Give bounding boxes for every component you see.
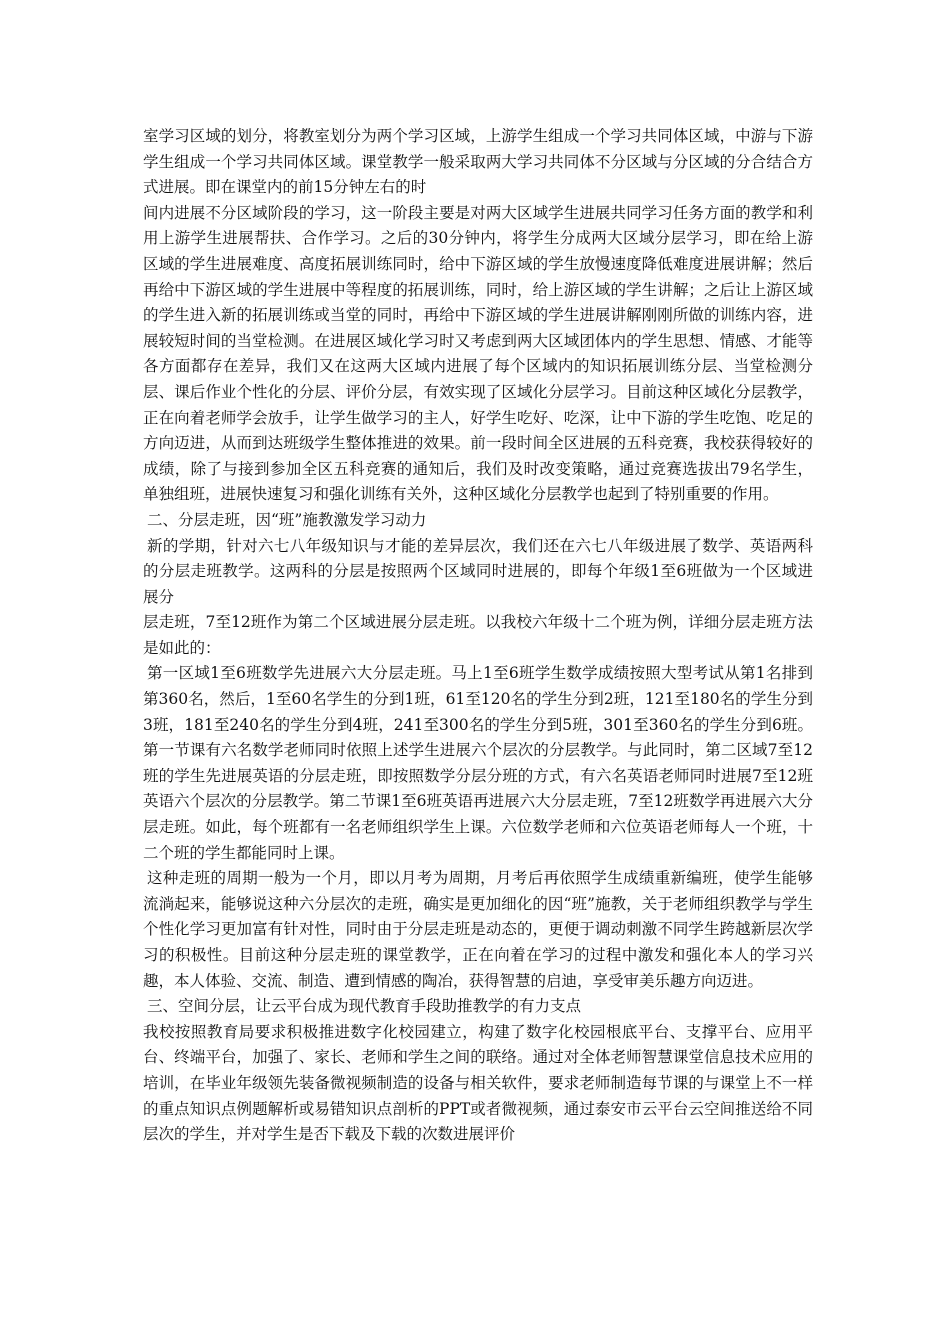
paragraph-4: 层走班，7至12班作为第二个区域进展分层走班。以我校六年级十二个班为例，详细分层走班方法是如此的： (143, 613, 813, 657)
paragraph-7: 我校按照教育局要求积极推进数字化校园建立，构建了数字化校园根底平台、支撑平台、应用平台、终端平台，加强了、家长、老师和学生之间的联络。通过对全体老师智慧课堂信息技术应用的培训，在毕业年级领先装备微视频制造的设备与相关软件，要求老师制造每节课的与课堂上不一样的重点知识点例题解析或易错知识点剖析的PPT或者微视频，通过泰安市云平台云空间推送给不同层次的学生，并对学生是否下载及下载的次数进展评价 (143, 1022, 813, 1144)
section-heading-3: 三、空间分层，让云平台成为现代教育手段助推教学的有力支点 (147, 997, 582, 1016)
section-heading-2: 二、分层走班，因“班”施教激发学习动力 (147, 510, 427, 529)
paragraph-5: 第一区域1至6班数学先进展六大分层走班。马上1至6班学生数学成绩按照大型考试从第1名排到第360名，然后，1至60名学生的分到1班，61至120名的学生分到2班，121至180名的学生分到3班，181至240名的学生分到4班，241至300名的学生分到5班，301至360名的学生分到6班。第一节课有六名数学老师同时依照上述学生进展六个层次的分层教学。与此同时，第二区域7至12班的学生先进展英语的分层走班，即按照数学分层分班的方式，有六名英语老师同时进展7至12班英语六个层次的分层教学。第二节课1至6班英语再进展六大分层走班，7至12班数学再进展六大分层走班。如此，每个班都有一名老师组织学生上课。六位数学老师和六位英语老师每人一个班，十二个班的学生都能同时上课。 (143, 664, 813, 862)
paragraph-6: 这种走班的周期一般为一个月，即以月考为周期，月考后再依照学生成绩重新编班，使学生能够流淌起来，能够说这种六分层次的走班，确实是更加细化的因“班”施教，关于老师组织教学与学生个性化学习更加富有针对性，同时由于分层走班是动态的，更便于调动刺激不同学生跨越新层次学习的积极性。目前这种分层走班的课堂教学，正在向着在学习的过程中激发和强化本人的学习兴趣，本人体验、交流、制造、遭到情感的陶冶，获得智慧的启迪，享受审美乐趣方向迈进。 (143, 869, 813, 990)
paragraph-2: 间内进展不分区域阶段的学习，这一阶段主要是对两大区域学生进展共同学习任务方面的教学和利用上游学生进展帮扶、合作学习。之后的30分钟内，将学生分成两大区域分层学习，即在给上游区域的学生进展难度、高度拓展训练同时，给中下游区域的学生放慢速度降低难度进展讲解；然后再给中下游区域的学生进展中等程度的拓展训练，同时，给上游区域的学生讲解；之后让上游区域的学生进入新的拓展训练或当堂的同时，再给中下游区域的学生进展讲解刚刚所做的训练内容，进展较短时间的当堂检测。在进展区域化学习时又考虑到两大区域团体内的学生思想、情感、才能等各方面都存在差异，我们又在这两大区域内进展了每个区域内的知识拓展训练分层、当堂检测分层、课后作业个性化的分层、评价分层，有效实现了区域化分层学习。目前这种区域化分层教学，正在向着老师学会放手，让学生做学习的主人，好学生吃好、吃深，让中下游的学生吃饱、吃足的方向迈进，从而到达班级学生整体推进的效果。前一段时间全区进展的五科竞赛，我校获得较好的成绩，除了与接到参加全区五科竞赛的通知后，我们及时改变策略，通过竞赛选拔出79名学生，单独组班，进展快速复习和强化训练有关外，这种区域化分层教学也起到了特别重要的作用。 (143, 203, 813, 504)
paragraph-1: 室学习区域的划分，将教室划分为两个学习区域，上游学生组成一个学习共同体区域，中游与下游学生组成一个学习共同体区域。课堂教学一般采取两大学习共同体不分区域与分区域的分合结合方式进展。即在课堂内的前15分钟左右的时 (143, 127, 813, 197)
paragraph-3: 新的学期，针对六七八年级知识与才能的差异层次，我们还在六七八年级进展了数学、英语两科的分层走班教学。这两科的分层是按照两个区域同时进展的，即每个年级1至6班做为一个区域进展分 (143, 536, 813, 606)
document-body (143, 124, 813, 1148)
